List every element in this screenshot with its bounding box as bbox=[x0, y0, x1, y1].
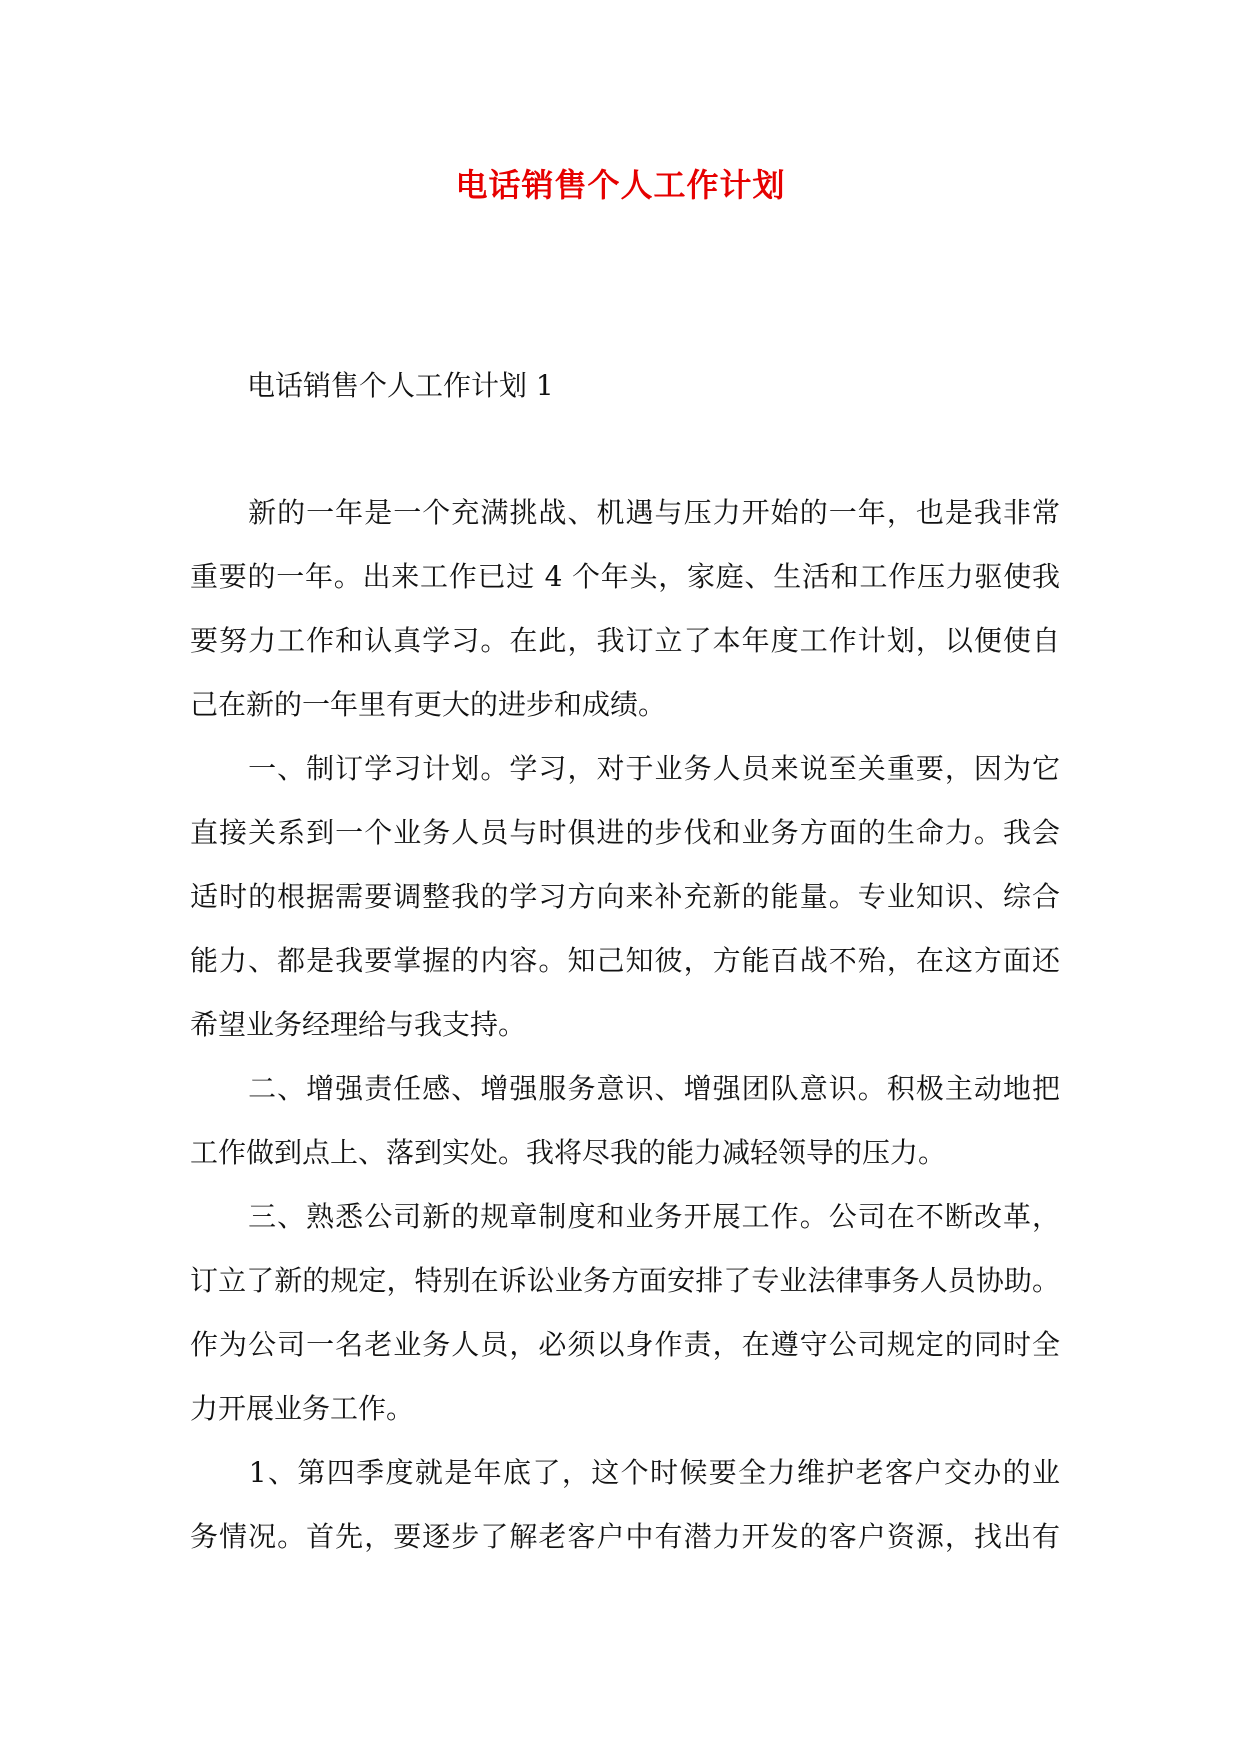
paragraph-4 bbox=[190, 1185, 1060, 1441]
paragraph-line: 1、第四季度就是年底了，这个时候要全力维护老客户交办的业 bbox=[190, 1456, 1060, 1489]
paragraph-line: 三、熟悉公司新的规章制度和业务开展工作。公司在不断改革， bbox=[190, 1200, 1060, 1233]
paragraph-3 bbox=[190, 1057, 1060, 1185]
paragraph-line: 己在新的一年里有更大的进步和成绩。 bbox=[190, 688, 667, 721]
paragraph-line: 订立了新的规定，特别在诉讼业务方面安排了专业法律事务人员协助。 bbox=[190, 1264, 1060, 1297]
paragraph-5 bbox=[190, 1441, 1060, 1569]
paragraph-line: 要努力工作和认真学习。在此，我订立了本年度工作计划，以便使自 bbox=[190, 624, 1060, 657]
paragraph-line: 一、制订学习计划。学习，对于业务人员来说至关重要，因为它 bbox=[190, 752, 1060, 785]
document-body bbox=[190, 481, 1060, 1569]
paragraph-line: 作为公司一名老业务人员，必须以身作责，在遵守公司规定的同时全 bbox=[190, 1328, 1060, 1361]
paragraph-line: 新的一年是一个充满挑战、机遇与压力开始的一年，也是我非常 bbox=[190, 496, 1060, 529]
paragraph-line: 力开展业务工作。 bbox=[190, 1392, 415, 1425]
paragraph-line: 二、增强责任感、增强服务意识、增强团队意识。积极主动地把 bbox=[190, 1072, 1060, 1105]
paragraph-line: 直接关系到一个业务人员与时俱进的步伐和业务方面的生命力。我会 bbox=[190, 816, 1060, 849]
paragraph-line: 适时的根据需要调整我的学习方向来补充新的能量。专业知识、综合 bbox=[190, 880, 1060, 913]
paragraph-2 bbox=[190, 737, 1060, 1057]
paragraph-line: 工作做到点上、落到实处。我将尽我的能力减轻领导的压力。 bbox=[190, 1136, 947, 1169]
paragraph-line: 希望业务经理给与我支持。 bbox=[190, 1008, 527, 1041]
section-heading: 电话销售个人工作计划 1 bbox=[247, 369, 554, 402]
paragraph-line: 务情况。首先，要逐步了解老客户中有潜力开发的客户资源，找出有 bbox=[190, 1520, 1060, 1553]
paragraph-1 bbox=[190, 481, 1060, 737]
paragraph-line: 重要的一年。出来工作已过 4 个年头，家庭、生活和工作压力驱使我 bbox=[190, 560, 1060, 593]
paragraph-line: 能力、都是我要掌握的内容。知己知彼，方能百战不殆，在这方面还 bbox=[190, 944, 1060, 977]
document-title: 电话销售个人工作计划 bbox=[455, 166, 786, 204]
